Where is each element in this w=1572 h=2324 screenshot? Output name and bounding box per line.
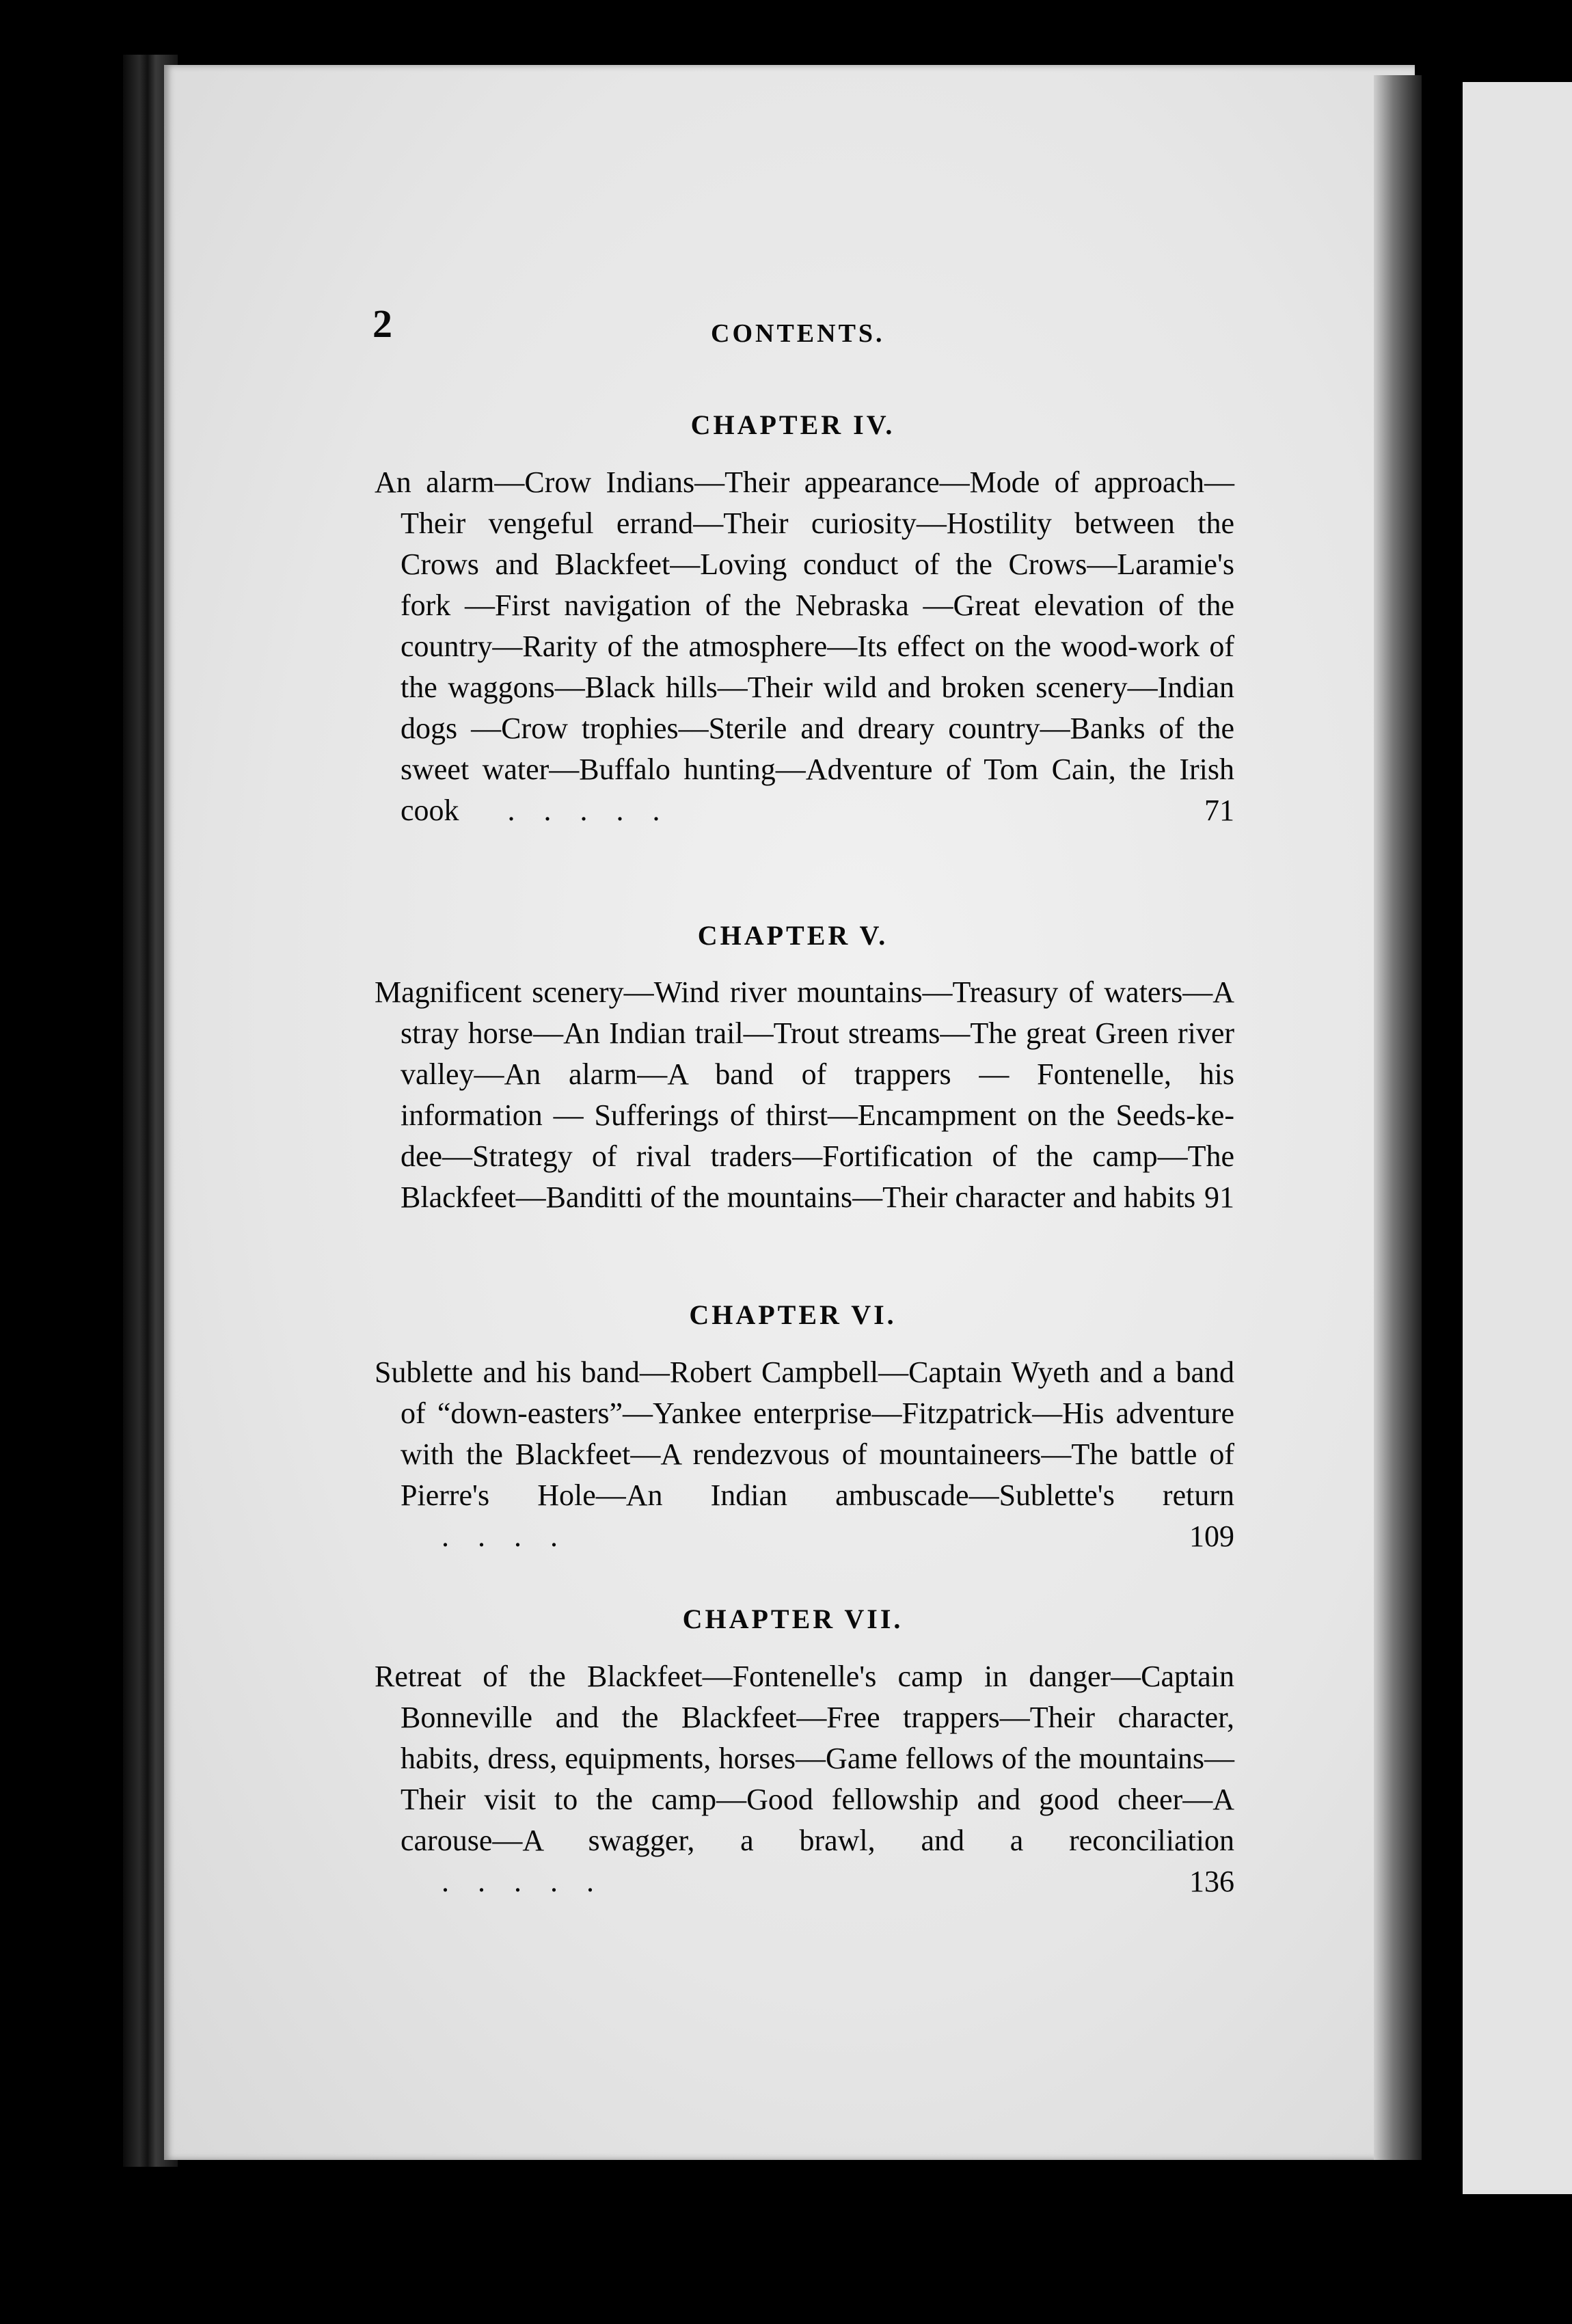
page-gutter-shadow <box>1374 75 1422 2160</box>
page-reference: 71 <box>1204 794 1234 827</box>
chapter-synopsis <box>375 1656 1234 1902</box>
facing-page-edge <box>1463 82 1572 2194</box>
dot-leader: ..... <box>507 794 689 827</box>
synopsis-text: Retreat of the Blackfeet—Fontenelle's camp in danger—Captain Bonneville and the Blackfeet—Free trappers—Their character, habits, dress, equipments, horses—Game fellows of the mountains—Their visit to the camp—Good fellowship and good cheer—A carouse—A swagger, a brawl, and a reconciliation <box>375 1660 1234 1857</box>
page-reference: 91 <box>1204 1180 1234 1214</box>
chapter-synopsis <box>375 972 1234 1218</box>
dot-leader: .... <box>442 1519 586 1553</box>
running-title: CONTENTS. <box>711 319 885 348</box>
page-reference: 136 <box>1189 1865 1234 1898</box>
page-reference: 109 <box>1189 1519 1234 1553</box>
synopsis-text: An alarm—Crow Indians—Their appearance—Mode of approach—Their vengeful errand—Their curiosity—Hostility between the Crows and Blackfeet—Loving conduct of the Crows—Laramie's fork —First navigation of the Nebraska —Great elevation of the country—Rarity of the atmosphere—Its effect on the wood-work of the waggons—Black hills—Their wild and broken scenery—Indian dogs —Crow trophies—Sterile and dreary country—Banks of the sweet water—Buffalo hunting—Adventure of Tom Cain, the Irish cook <box>375 465 1234 827</box>
chapter-synopsis <box>375 462 1234 831</box>
chapter-heading: CHAPTER VI. <box>689 1299 897 1330</box>
chapter-heading: CHAPTER VII. <box>682 1604 904 1634</box>
chapter-synopsis <box>375 1352 1234 1557</box>
chapter-heading: CHAPTER IV. <box>690 409 895 440</box>
page-number: 2 <box>372 301 392 346</box>
dot-leader: ..... <box>442 1865 623 1898</box>
synopsis-text: Sublette and his band—Robert Campbell—Captain Wyeth and a band of “down-easters”—Yankee enterprise—Fitzpatrick—His adventure with the Blackfeet—A rendezvous of mountaineers—The battle of Pierre's Hole—An Indian ambuscade—Sublette's return <box>375 1355 1234 1512</box>
synopsis-text: Magnificent scenery—Wind river mountains—Treasury of waters—A stray horse—An Indian trail—Trout streams—The great Green river valley—An alarm—A band of trappers — Fontenelle, his information — Sufferings of thirst—Encampment on the Seeds-ke-dee—Strategy of rival traders—Fortification of the camp—The Blackfeet—Banditti of the mountains—Their character and habits <box>375 975 1234 1214</box>
chapter-heading: CHAPTER V. <box>697 920 889 951</box>
